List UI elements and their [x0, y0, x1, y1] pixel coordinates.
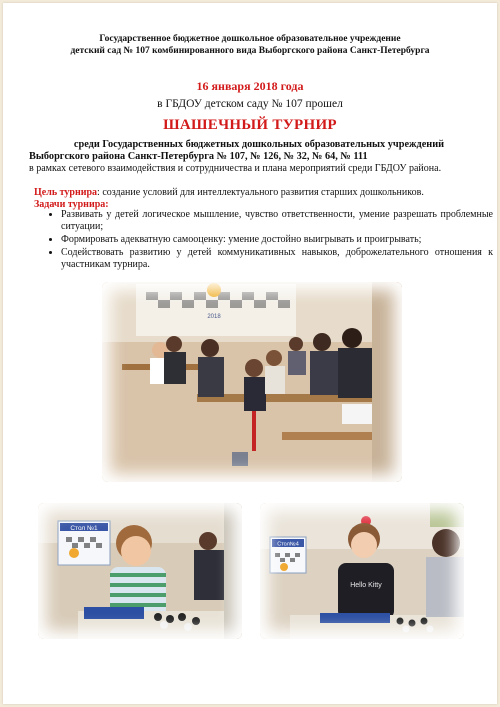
main-tournament-photo: [102, 282, 402, 482]
event-date: 16 января 2018 года: [196, 79, 304, 93]
main-photo-image: [102, 282, 402, 482]
header-line-1: Государственное бюджетное дошкольное образовательное учреждение: [99, 34, 401, 44]
subtitle-line-1: среди Государственных бюджетных дошкольных образовательных учреждений: [73, 139, 445, 150]
document-page: [3, 3, 497, 704]
page-title: ШАШЕЧНЫЙ ТУРНИР: [163, 117, 337, 133]
intro-text: в ГБДОУ детском саду № 107 прошел: [157, 98, 343, 110]
task-item: • Развивать у детей логическое мышление, чувство ответственности, умение разрешать проблемные ситуации;: [61, 209, 493, 233]
subtitle-line-2: Выборгского района Санкт-Петербурга № 107, № 126, № 32, № 64, № 111: [29, 151, 368, 162]
boy-playing-photo: [38, 503, 242, 639]
screen-caption: 2018: [207, 314, 221, 320]
header-line-2: детский сад № 107 комбинированного вида Выборгского района Санкт-Петербурга: [70, 46, 430, 56]
girl-photo-image: [260, 503, 464, 639]
task-item: • Содействовать развитию у детей коммуникативных навыков, доброжелательного отношения к участникам турнира.: [61, 247, 493, 271]
tasks-heading: Задачи турнира:: [34, 199, 109, 210]
tasks-list: [43, 209, 493, 272]
table-sign-label: Стол №1: [70, 525, 98, 532]
subtitle-block: [29, 139, 489, 175]
goal-paragraph: [34, 187, 424, 198]
subtitle-line-3: в рамках сетевого взаимодействия и сотрудничества и плана мероприятий среди ГБДОУ района.: [29, 163, 442, 174]
svg-text:Hello Kitty: Hello Kitty: [350, 582, 382, 589]
goal-label: Цель турнира: [34, 187, 98, 198]
girl-playing-photo: [260, 503, 464, 639]
boy-photo-image: [38, 503, 242, 639]
goal-text: : создание условий для интеллектуального развития старших дошкольников.: [97, 187, 424, 198]
task-item: • Формировать адекватную самооценку: умение достойно выигрывать и проигрывать;: [61, 234, 493, 246]
table-sign-label: Стол№4: [277, 541, 299, 548]
